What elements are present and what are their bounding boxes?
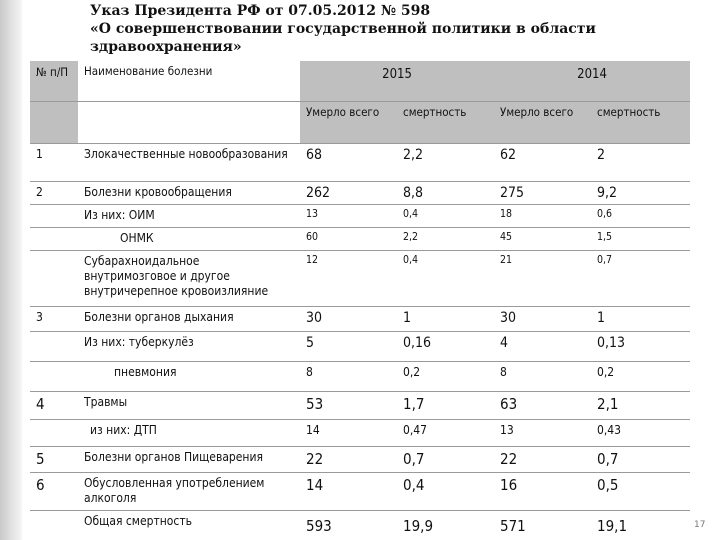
mortality-table bbox=[30, 61, 690, 538]
mortality-2014: 0,6 bbox=[591, 204, 690, 227]
mortality-2015: 0,4 bbox=[397, 472, 494, 510]
died-2014: 45 bbox=[494, 227, 591, 250]
mortality-2014: 0,13 bbox=[591, 331, 690, 361]
died-2014: 18 bbox=[494, 204, 591, 227]
mortality-2015: 2,2 bbox=[397, 143, 494, 181]
died-2014: 21 bbox=[494, 250, 591, 306]
row-number bbox=[30, 510, 78, 538]
table-row bbox=[30, 227, 690, 250]
died-2014: 275 bbox=[494, 181, 591, 204]
died-2014: 22 bbox=[494, 446, 591, 472]
died-2015: 262 bbox=[300, 181, 397, 204]
died-2014: 16 bbox=[494, 472, 591, 510]
table-row bbox=[30, 181, 690, 204]
died-2015: 13 bbox=[300, 204, 397, 227]
row-number bbox=[30, 331, 78, 361]
row-number bbox=[30, 250, 78, 306]
row-number: 4 bbox=[30, 391, 78, 419]
row-number bbox=[30, 227, 78, 250]
disease-name: пневмония bbox=[78, 361, 300, 391]
disease-name: Злокачественные новообразования bbox=[78, 143, 300, 181]
table-row bbox=[30, 306, 690, 331]
disease-name: Из них: ОИМ bbox=[78, 204, 300, 227]
mortality-2015: 0,7 bbox=[397, 446, 494, 472]
mortality-2014: 0,5 bbox=[591, 472, 690, 510]
sub-mortality-2015: смертность bbox=[397, 101, 494, 143]
disease-name: из них: ДТП bbox=[78, 419, 300, 446]
subheader-empty-name bbox=[78, 101, 300, 143]
disease-name: ОНМК bbox=[78, 227, 300, 250]
title-line-3: здравоохранения» bbox=[90, 39, 242, 55]
table-row bbox=[30, 204, 690, 227]
died-2014: 8 bbox=[494, 361, 591, 391]
mortality-2015: 8,8 bbox=[397, 181, 494, 204]
row-number: 5 bbox=[30, 446, 78, 472]
died-2014: 62 bbox=[494, 143, 591, 181]
mortality-2014: 1,5 bbox=[591, 227, 690, 250]
died-2015: 14 bbox=[300, 472, 397, 510]
row-number bbox=[30, 204, 78, 227]
subheader-row bbox=[30, 101, 690, 143]
died-2015: 68 bbox=[300, 143, 397, 181]
row-number: 2 bbox=[30, 181, 78, 204]
died-2014: 571 bbox=[494, 510, 591, 538]
left-decorative-bar bbox=[0, 0, 22, 540]
row-number: 1 bbox=[30, 143, 78, 181]
died-2015: 8 bbox=[300, 361, 397, 391]
mortality-2015: 1,7 bbox=[397, 391, 494, 419]
died-2015: 22 bbox=[300, 446, 397, 472]
table-row bbox=[30, 143, 690, 181]
title-line-2: «О совершенствовании государственной политики в области bbox=[90, 21, 596, 37]
mortality-2015: 0,16 bbox=[397, 331, 494, 361]
table-row bbox=[30, 510, 690, 538]
col-name-header: Наименование болезни bbox=[78, 61, 300, 101]
year-2014-header: 2014 bbox=[494, 61, 690, 101]
subheader-empty-num bbox=[30, 101, 78, 143]
mortality-2014: 0,2 bbox=[591, 361, 690, 391]
disease-name: Обусловленная употреблением алкоголя bbox=[78, 472, 300, 510]
mortality-2015: 0,2 bbox=[397, 361, 494, 391]
died-2015: 60 bbox=[300, 227, 397, 250]
mortality-2015: 19,9 bbox=[397, 510, 494, 538]
table-row bbox=[30, 391, 690, 419]
page-number: 17 bbox=[694, 520, 706, 530]
row-number bbox=[30, 419, 78, 446]
mortality-2015: 0,4 bbox=[397, 204, 494, 227]
disease-name: Общая смертность bbox=[78, 510, 300, 538]
title-line-1: Указ Президента РФ от 07.05.2012 № 598 bbox=[90, 3, 431, 19]
mortality-2015: 0,47 bbox=[397, 419, 494, 446]
died-2014: 13 bbox=[494, 419, 591, 446]
table-row bbox=[30, 250, 690, 306]
died-2015: 14 bbox=[300, 419, 397, 446]
disease-name: Болезни кровообращения bbox=[78, 181, 300, 204]
disease-name: Субарахноидальное внутримозговое и другое внутричерепное кровоизлияние bbox=[78, 250, 300, 306]
mortality-2014: 0,7 bbox=[591, 446, 690, 472]
table-row bbox=[30, 446, 690, 472]
mortality-2015: 0,4 bbox=[397, 250, 494, 306]
table-row bbox=[30, 331, 690, 361]
mortality-2014: 2 bbox=[591, 143, 690, 181]
col-number-header: № п/П bbox=[30, 61, 78, 101]
disease-name: Болезни органов Пищеварения bbox=[78, 446, 300, 472]
mortality-2014: 2,1 bbox=[591, 391, 690, 419]
died-2015: 12 bbox=[300, 250, 397, 306]
year-2015-header: 2015 bbox=[300, 61, 494, 101]
died-2014: 30 bbox=[494, 306, 591, 331]
mortality-2014: 19,1 bbox=[591, 510, 690, 538]
table-row bbox=[30, 361, 690, 391]
page-title bbox=[90, 2, 610, 56]
died-2015: 5 bbox=[300, 331, 397, 361]
row-number: 3 bbox=[30, 306, 78, 331]
row-number bbox=[30, 361, 78, 391]
header-row bbox=[30, 61, 690, 101]
sub-died-2014: Умерло всего bbox=[494, 101, 591, 143]
died-2014: 4 bbox=[494, 331, 591, 361]
died-2015: 53 bbox=[300, 391, 397, 419]
mortality-2014: 1 bbox=[591, 306, 690, 331]
died-2015: 30 bbox=[300, 306, 397, 331]
sub-mortality-2014: смертность bbox=[591, 101, 690, 143]
mortality-2015: 2,2 bbox=[397, 227, 494, 250]
mortality-2014: 0,43 bbox=[591, 419, 690, 446]
mortality-2015: 1 bbox=[397, 306, 494, 331]
mortality-2014: 9,2 bbox=[591, 181, 690, 204]
died-2014: 63 bbox=[494, 391, 591, 419]
table-row bbox=[30, 472, 690, 510]
disease-name: Травмы bbox=[78, 391, 300, 419]
sub-died-2015: Умерло всего bbox=[300, 101, 397, 143]
mortality-2014: 0,7 bbox=[591, 250, 690, 306]
row-number: 6 bbox=[30, 472, 78, 510]
died-2015: 593 bbox=[300, 510, 397, 538]
disease-name: Болезни органов дыхания bbox=[78, 306, 300, 331]
table-row bbox=[30, 419, 690, 446]
disease-name: Из них: туберкулёз bbox=[78, 331, 300, 361]
